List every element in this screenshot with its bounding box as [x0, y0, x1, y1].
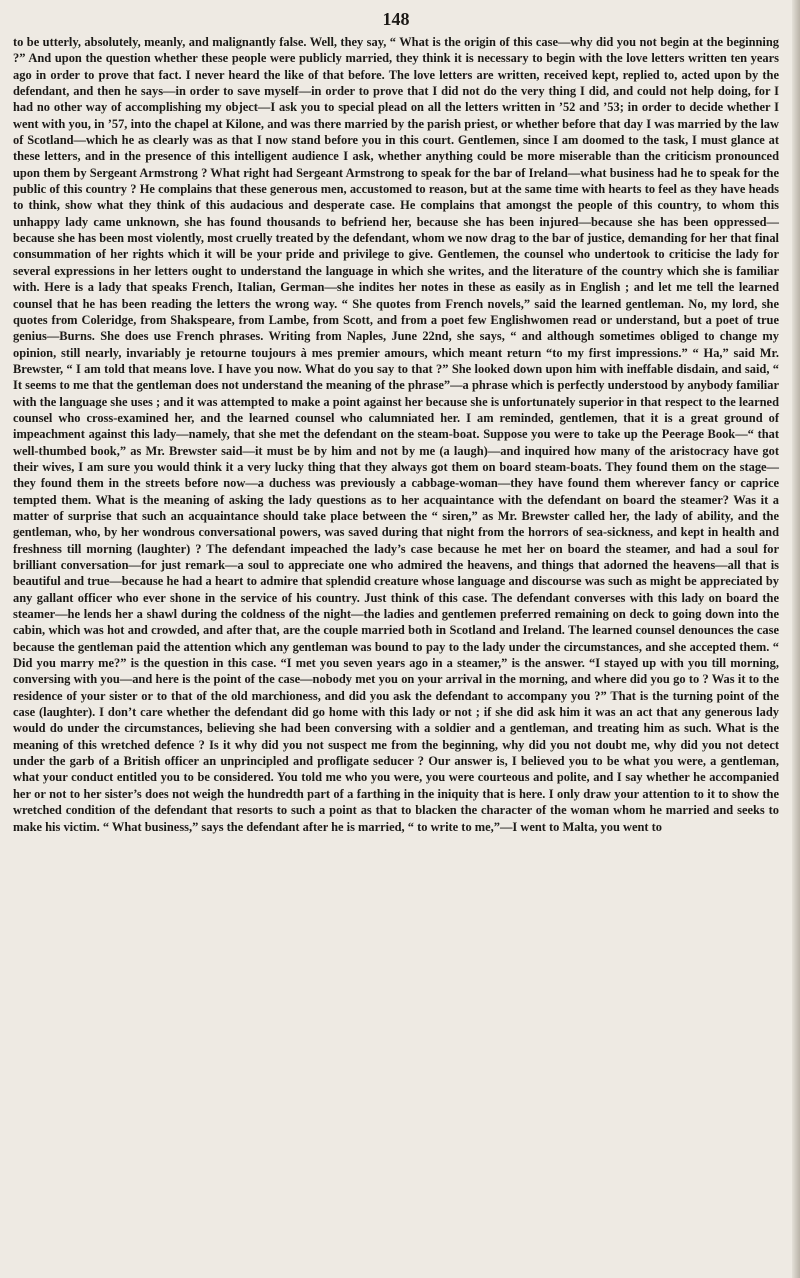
body-text: to be utterly, absolutely, meanly, and malignantly false. Well, they say, “ What is the origin of this case—why did you not begin at the beginning ?” And upon the question whether these people were publicly married, they think it is necessary to begin with the love letters written ten years ago in order to prove that fact. I never heard the like of that before. The love letters are written, received kept, replied to, acted upon by the defendant, and then he says—in order to save myself—in order to prove that I did not do the very thing I did, and could not help doing, for I had no other way of accomplishing my object—I ask you to special plead on all the letters written in ’52 and ’53; in order to decide whether I went with you, in ’57, into the chapel at Kilone, and was there married by the parish priest, or whether before that day I was married by the law of Scotland—which he as clearly was as that I now stand before you in this court. Gentlemen, since I am doomed to the task, I must glance at these letters, and in the presence of this intelligent audience I ask, whether anything could be more miserable than the criticism pronounced upon them by Sergeant Armstrong ? What right had Sergeant Armstrong to speak for the bar of Ireland—what business had he to speak for the public of this country ? He complains that these generous men, accustomed to reason, but at the same time with hearts to feel as they have heads to think, show what they think of this audacious and desperate case. He complains that amongst the people of this country, to whom this unhappy lady came unknown, she has found thousands to befriend her, because she has been injured—because she has been oppressed—because she has been most violently, most cruelly treated by the defendant, whom we now drag to the bar of justice, demanding for her that final consummation of her rights which it will be your pride and privilege to give. Gentlemen, the counsel who undertook to criticise the lady for several expressions in her letters ought to understand the language in which she writes, and the literature of the country which she is familiar with. Here is a lady that speaks French, Italian, German—she indites her notes in these as easily as in English ; and let me tell the learned counsel that he has been reading the letters the wrong way. “ She quotes from French novels,” said the learned gentleman. No, my lord, she quotes from Coleridge, from Shakspeare, from Lambe, from Scott, and from a poet few Englishwomen read or understand, but a poet of true genius—Burns. She does use French phrases. Writing from Naples, June 22nd, she says, “ and although sometimes obliged to change my opinion, still nearly, invariably je retourne toujours à mes premier amours, which meant return “to my first impressions.” “ Ha,” said Mr. Brewster, “ I am told that means love. I have you now. What do you say to that ?” She looked down upon him with ineffable disdain, and said, “ It seems to me that the gentleman does not understand the meaning of the phrase”—a phrase which is perfectly understood by anybody familiar with the language she uses ; and it was attempted to make a point against her because she is unfortunately superior in that respect to the learned counsel who cross-examined her, and the learned counsel who calumniated her. I am reminded, gentlemen, that it is a great ground of impeachment against this lady—namely, that she met the defendant on the steam-boat. Suppose you were to take up the Peerage Book—“ that well-thumbed book,” as Mr. Brewster said—it must be by him and not by me (a laugh)—and inquired how many of the aristocracy have got their wives, I am sure you would think it a very lucky thing that they always got them on board steam-boats. They found them on the stage—they found them in the streets before now—a duchess was previously a cabbage-woman—they have found them wherever fancy or caprice tempted them. What is the meaning of asking the lady questions as to her acquaintance with the defendant on board the steamer? Was it a matter of surprise that such an acquaintance should take place between the “ siren,” as Mr. Brewster called her, the lady of ability, and the gentleman, who, by her wondrous conversational powers, was saved during that night from the horrors of sea-sickness, and kept in health and freshness till morning (laughter) ? The defendant impeached the lady’s case because he met her on board the steamer, and had a soul for brilliant conversation—for just remark—a soul to appreciate one who admired the heavens, and things that adorned the heavens—all that is beautiful and true—because he had a heart to admire that splendid creature whose language and discourse was such as might be appreciated by any gallant officer who ever shone in the service of his country. Just think of this case. The defendant converses with this lady on board the steamer—he lends her a shawl during the coldness of the night—the ladies and gentlemen preferred remaining on deck to going down into the cabin, which was hot and crowded, and after that, are the couple married both in Scotland and Ireland. The learned counsel denounces the case because the gentleman paid the attention which any gentleman was bound to pay to the lady under the circumstances, and she accepted them. “ Did you marry me?” is the question in this case. “I met you seven years ago in a steamer,” is the answer. “I stayed up with you till morning, conversing with you—and here is the point of the case—nobody met you on your arrival in the morning, and where did you go to ? Was it to the residence of your sister or to that of the old marchioness, and did you ask the defendant to accompany you ?” That is the turning point of the case (laughter). I don’t care whether the defendant did go home with this lady or not ; if she did ask him it was an act that any generous lady would do under the circumstances, believing she had been conversing with a soldier and a gentleman, and treating him as such. What is the meaning of this wretched defence ? Is it why did you not suspect me from the beginning, why did you not doubt me, why did you not detect under the garb of a British officer an unprincipled and profligate seducer ? Our answer is, I believed you to be what you were, a gentleman, what your conduct entitled you to be considered. You told me who you were, you were courteous and polite, and I say whether he accompanied her or not to her sister’s does not weigh the hundredth part of a farthing in the iniquity that is here. I only draw your attention to it to show the wretched condition of the defendant that resorts to such a point as that to blacken the character of the woman whom he married and seeks to make his victim. “ What business,” says the defendant after he is married, “ to write to me,”—I went to Malta, you went to — [13, 35, 779, 834]
page-edge-shadow — [792, 0, 800, 1278]
page-number: 148 — [382, 9, 410, 29]
